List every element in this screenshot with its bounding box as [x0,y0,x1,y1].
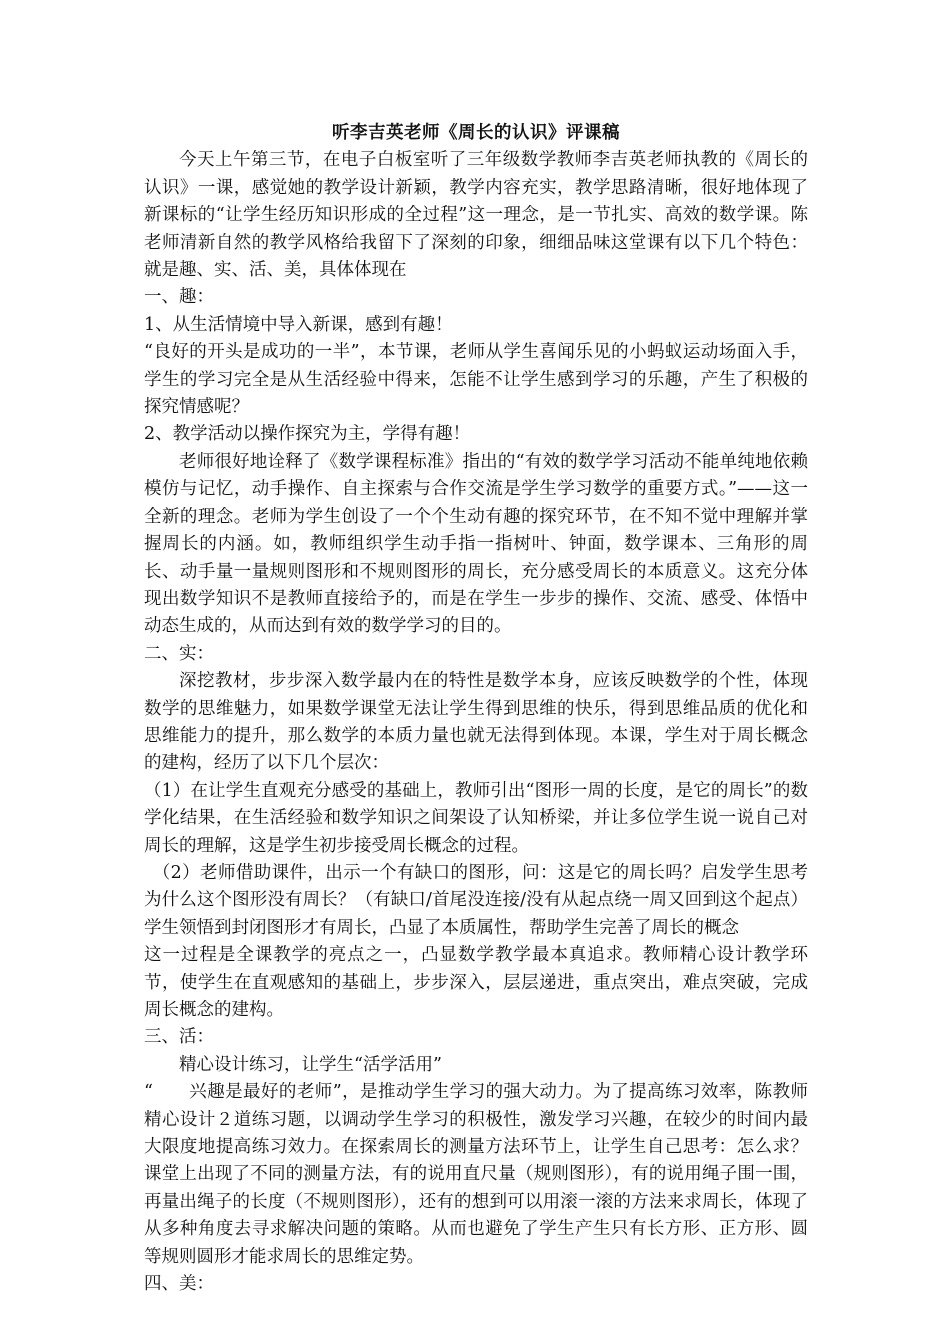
body-paragraph: 这一过程是全课教学的亮点之一，凸显数学教学最本真追求。教师精心设计教学环节，使学生在直观感知的基础上，步步深入，层层递进，重点突出，难点突破，完成周长概念的建构。 [144,945,808,1020]
body-paragraph: “ 兴趣是最好的老师”，是推动学生学习的强大动力。为了提高练习效率，陈教师精心设计２道练习题，以调动学生学习的积极性，激发学习兴趣，在较少的时间内最大限度地提高练习效力。在探索周长的测量方法环节上，让学生自己思考：怎么求？课堂上出现了不同的测量方法，有的说用直尺量（规则图形），有的说用绳子围一围，再量出绳子的长度（不规则图形），还有的想到可以用滚一滚的方法来求周长，体现了从多种角度去寻求解决问题的策略。从而也避免了学生产生只有长方形、正方形、圆等规则圆形才能求周长的思维定势。 [144,1082,808,1267]
section-heading-huo: 三、活： [144,1027,214,1048]
subheading-huo: 精心设计练习，让学生“活学活用” [179,1054,442,1075]
subheading-qu-1: 1、从生活情境中导入新课，感到有趣！ [144,314,453,335]
subheading-qu-2: 2、教学活动以操作探究为主，学得有趣！ [144,424,471,445]
intro-paragraph: 今天上午第三节，在电子白板室听了三年级数学教师李吉英老师执教的《周长的认识》一课，感觉她的教学设计新颖，教学内容充实，教学思路清晰，很好地体现了新课标的“让学生经历知识形成的全过程”这一理念，是一节扎实、高效的数学课。陈老师清新自然的教学风格给我留下了深刻的印象，细细品味这堂课有以下几个特色：就是趣、实、活、美，具体体现在 [144,150,808,281]
list-item-1: （1）在让学生直观充分感受的基础上，教师引出“图形一周的长度，是它的周长”的数学化结果，在生活经验和数学知识之间架设了认知桥梁，并让多位学生说一说自己对周长的理解，这是学生初步接受周长概念的过程。 [144,780,808,856]
body-paragraph: “良好的开头是成功的一半”，本节课，老师从学生喜闻乐见的小蚂蚁运动场面入手， 学生的学习完全是从生活经验中得来，怎能不让学生感到学习的乐趣，产生了积极的探究情感呢？ [144,342,808,418]
section-heading-qu: 一、趣： [144,287,214,308]
list-item-2: （2）老师借助课件，出示一个有缺口的图形，问：这是它的周长吗？启发学生思考为什么这个图形没有周长？（有缺口/首尾没连接/没有从起点绕一周又回到这个起点）学生领悟到封闭图形才有周长，凸显了本质属性，帮助学生完善了周长的概念 [144,862,808,938]
section-heading-shi: 二、实： [144,643,214,664]
document-page [144,120,808,1298]
body-paragraph: 老师很好地诠释了《数学课程标准》指出的“有效的数学学习活动不能单纯地依赖模仿与记忆，动手操作、自主探索与合作交流是学生学习数学的重要方式。”——这一全新的理念。老师为学生创设了一个个生动有趣的探究环节，在不知不觉中理解并掌握周长的内涵。如，教师组织学生动手指一指树叶、钟面，数学课本、三角形的周长、动手量一量规则图形和不规则图形的周长，充分感受周长的本质意义。这充分体现出数学知识不是教师直接给予的，而是在学生一步步的操作、交流、感受、体悟中动态生成的，从而达到有效的数学学习的目的。 [144,451,808,637]
body-paragraph: 深挖教材，步步深入数学最内在的特性是数学本身，应该反映数学的个性，体现数学的思维魅力，如果数学课堂无法让学生得到思维的快乐，得到思维品质的优化和思维能力的提升，那么数学的本质力量也就无法得到体现。本课，学生对于周长概念的建构，经历了以下几个层次： [144,671,808,774]
section-heading-mei: 四、美： [144,1274,214,1295]
document-title: 听李吉英老师《周长的认识》评课稿 [332,123,620,143]
